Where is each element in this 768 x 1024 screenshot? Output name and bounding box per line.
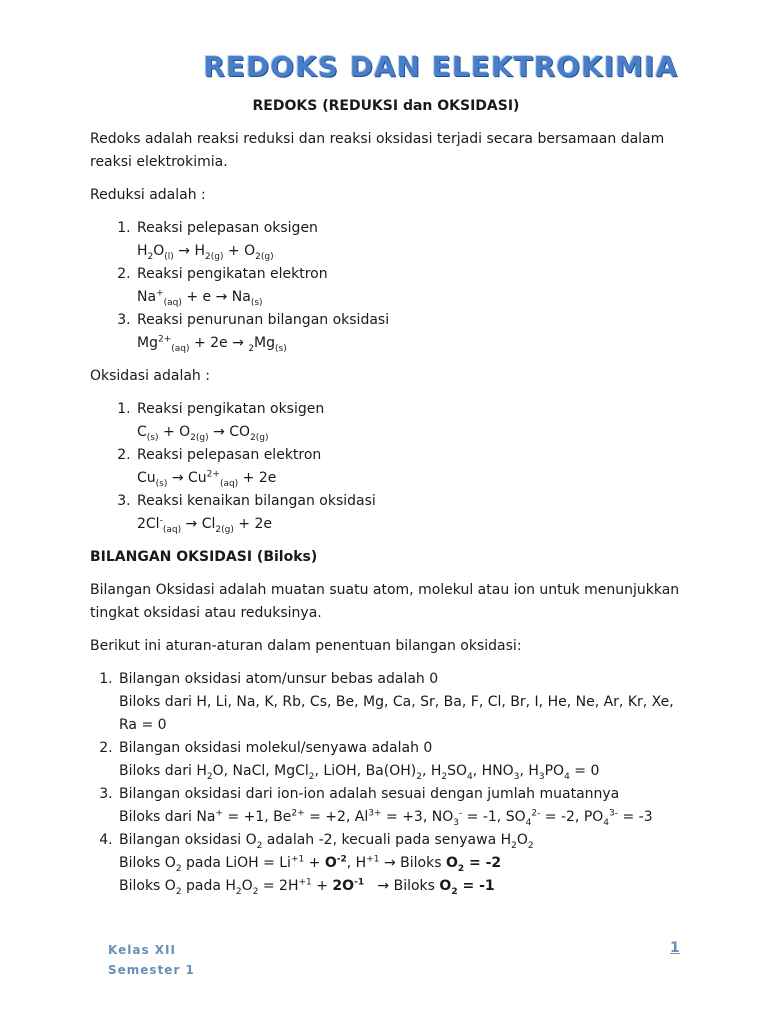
equation: $2Cl^-_{(aq)} \to Cl_{2(g)} + 2e$: [137, 515, 273, 535]
list-item: 3. Bilangan oksidasi dari ion-ion adalah sesuai dengan jumlah muatannya Biloks dari Na+ = +1, $Be^{2+} = +2$, $Al^{3+} = +3$, $NO_3^- = -1$, $SO_4^{2-} = -2$, $PO_4^{3-} = -3$: [117, 783, 682, 829]
list-item: 1. Reaksi pengikatan oksigen $C_{(s)} + O_{2(g)} \to CO_{2(g)}$: [135, 398, 682, 444]
document-banner: REDOKS DAN ELEKTROKIMIA: [203, 50, 678, 83]
equation: $Mg^{2+}_{(aq)} + 2e \to _2Mg_{(s)}$: [137, 334, 287, 354]
rule-detail: Biloks $O_2$ pada $H_2O_2 = 2H^{+1} + 2O^{-1}$ → Biloks $O_2 = -1$: [119, 877, 495, 897]
footer-semester: Semester 1: [108, 963, 195, 977]
page-number: 1: [670, 940, 680, 956]
footer-class-info: [108, 940, 195, 980]
rules-list: [90, 668, 682, 898]
rule-detail: Biloks dari Na+ = +1, $Be^{2+} = +2$, $Al^{3+} = +3$, $NO_3^- = -1$, $SO_4^{2-} = -2$, $PO_4^{3-} = -3$: [119, 808, 653, 828]
rule-detail: Biloks $O_2$ pada LiOH = $Li^{+1} + O^{-2}$, $H^{+1}$ → Biloks $O_2 = -2$: [119, 854, 502, 874]
footer-class: Kelas XII: [108, 943, 176, 957]
list-item: 2. Reaksi pelepasan elektron $Cu_{(s)} \to Cu^{2+}_{(aq)} + 2e$: [135, 444, 682, 490]
equation: $Cu_{(s)} \to Cu^{2+}_{(aq)} + 2e$: [137, 469, 277, 489]
list-item: 2. Bilangan oksidasi molekul/senyawa adalah 0 Biloks dari $H_2O$, NaCl, MgCl$_2$, LiOH, $Ba(OH)_2$, $H_2SO_4$, $HNO_3$, $H_3PO_4 = 0$: [117, 737, 682, 783]
reduksi-heading: Reduksi adalah :: [90, 187, 206, 203]
list-item: 1. Bilangan oksidasi atom/unsur bebas adalah 0 Biloks dari H, Li, Na, K, Rb, Cs, Be, Mg, Ca, Sr, Ba, F, Cl, Br, I, He, Ne, Ar, Kr, Xe, Ra = 0: [117, 668, 682, 737]
intro-paragraph: Redoks adalah reaksi reduksi dan reaksi oksidasi terjadi secara bersamaan dalam reaksi elektrokimia.: [90, 131, 665, 170]
equation: $Na^+_{(aq)} + e \to Na_{(s)}$: [137, 288, 263, 308]
oksidasi-heading: Oksidasi adalah :: [90, 368, 210, 384]
list-item: 3. Reaksi kenaikan bilangan oksidasi $2Cl^-_{(aq)} \to Cl_{2(g)} + 2e$: [135, 490, 682, 536]
oksidasi-list: [90, 398, 682, 536]
list-item: 1. Reaksi pelepasan oksigen $H_2O_{(l)} \to H_{2(g)} + O_{2(g)}$: [135, 217, 682, 263]
biloks-heading: BILANGAN OKSIDASI (Biloks): [90, 549, 318, 565]
list-item: 2. Reaksi pengikatan elektron $Na^+_{(aq)} + e \to Na_{(s)}$: [135, 263, 682, 309]
biloks-definition: Bilangan Oksidasi adalah muatan suatu atom, molekul atau ion untuk menunjukkan tingkat oksidasi atau reduksinya.: [90, 582, 680, 621]
rules-intro: Berikut ini aturan-aturan dalam penentuan bilangan oksidasi:: [90, 638, 522, 654]
document-body: [90, 95, 682, 908]
list-item: 3. Reaksi penurunan bilangan oksidasi $Mg^{2+}_{(aq)} + 2e \to _2Mg_{(s)}$: [135, 309, 682, 355]
list-item: 4. Bilangan oksidasi $O_2$ adalah -2, kecuali pada senyawa $H_2O_2$ Biloks $O_2$ pada LiOH = $Li^{+1} + O^{-2}$, $H^{+1}$ → Biloks $O_2 = -2$ Biloks $O_2$ pada $H_2O_2 = 2H^{+1} + 2O^{-1}$ → Biloks $O_2 = -1$: [117, 829, 682, 898]
reduksi-list: [90, 217, 682, 355]
page-title: REDOKS (REDUKSI dan OKSIDASI): [252, 98, 520, 114]
rule-detail: Biloks dari H, Li, Na, K, Rb, Cs, Be, Mg, Ca, Sr, Ba, F, Cl, Br, I, He, Ne, Ar, Kr, Xe, Ra = 0: [119, 694, 674, 733]
equation: $H_2O_{(l)} \to H_{2(g)} + O_{2(g)}$: [137, 243, 274, 262]
rule-detail: Biloks dari $H_2O$, NaCl, MgCl$_2$, LiOH, $Ba(OH)_2$, $H_2SO_4$, $HNO_3$, $H_3PO_4 = 0$: [119, 763, 600, 782]
equation: $C_{(s)} + O_{2(g)} \to CO_{2(g)}$: [137, 424, 269, 443]
